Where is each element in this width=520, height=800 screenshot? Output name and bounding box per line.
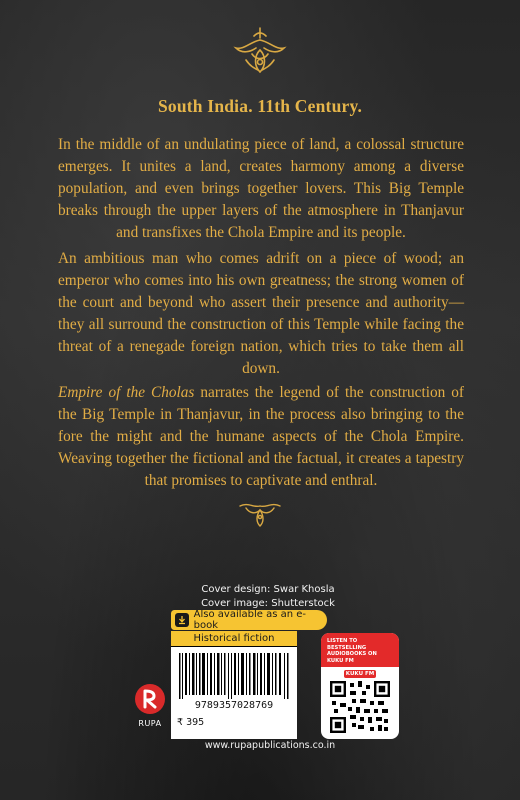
cover-image-credit: Cover image: Shutterstock [201, 598, 335, 609]
publisher-website[interactable]: www.rupapublications.co.in [204, 740, 336, 751]
kuku-line-3: KUKU FM [327, 657, 354, 664]
kuku-line-1: LISTEN TO BESTSELLING [327, 638, 367, 651]
download-icon [175, 613, 189, 627]
page-heading: South India. 11th Century. [157, 96, 363, 116]
isbn-number: 9789357028769 [194, 700, 274, 711]
ebook-label: Also available as an e-book [193, 609, 307, 631]
ebook-badge [171, 610, 327, 630]
kuku-fm-banner [321, 633, 399, 667]
barcode-panel [171, 647, 297, 739]
top-ornament-icon [230, 26, 290, 78]
kuku-line-2: AUDIOBOOKS ON [327, 651, 377, 657]
book-title: Empire of the Cholas [58, 384, 195, 401]
genre-label: Historical fiction [171, 631, 297, 647]
cover-design-credit: Cover design: Swar Khosla [201, 584, 335, 595]
rupa-logo-icon [134, 683, 166, 715]
qr-code-icon [330, 681, 390, 733]
paragraph-3-text: narrates the legend of the construction of the Big Temple in Thanjavur, in the process also bringing to the fore the might and the humane aspects of the Chola Empire. Weaving together the fictional and the factual, it creates a tapestry that promises to captivate and enthral. [58, 384, 465, 489]
publisher-name: RUPA [138, 719, 162, 728]
credits [188, 583, 348, 611]
kuku-fm-card [321, 633, 399, 739]
price: ₹ 395 [177, 717, 205, 728]
bottom-ornament-icon [238, 500, 282, 528]
barcode-icon [177, 653, 291, 699]
paragraph-1: In the middle of an undulating piece of land, a colossal structure emerges. It unites a land, creates harmony among a diverse population, and even brings together lovers. This Big Temple breaks through the upper layers of the atmosphere in Thanjavur and transfixes the Chola Empire and its people. [58, 136, 464, 241]
paragraph-2: An ambitious man who comes adrift on a piece of wood; an emperor who comes into his own greatness; the strong women of the court and beyond who assert their presence and authority—they all surround the construction of this Temple while facing the threat of a renegade foreign nation, which tries to take them all down. [58, 250, 464, 377]
kuku-fm-logo: KUKU FM [345, 671, 375, 677]
paragraph-3 [58, 382, 464, 492]
